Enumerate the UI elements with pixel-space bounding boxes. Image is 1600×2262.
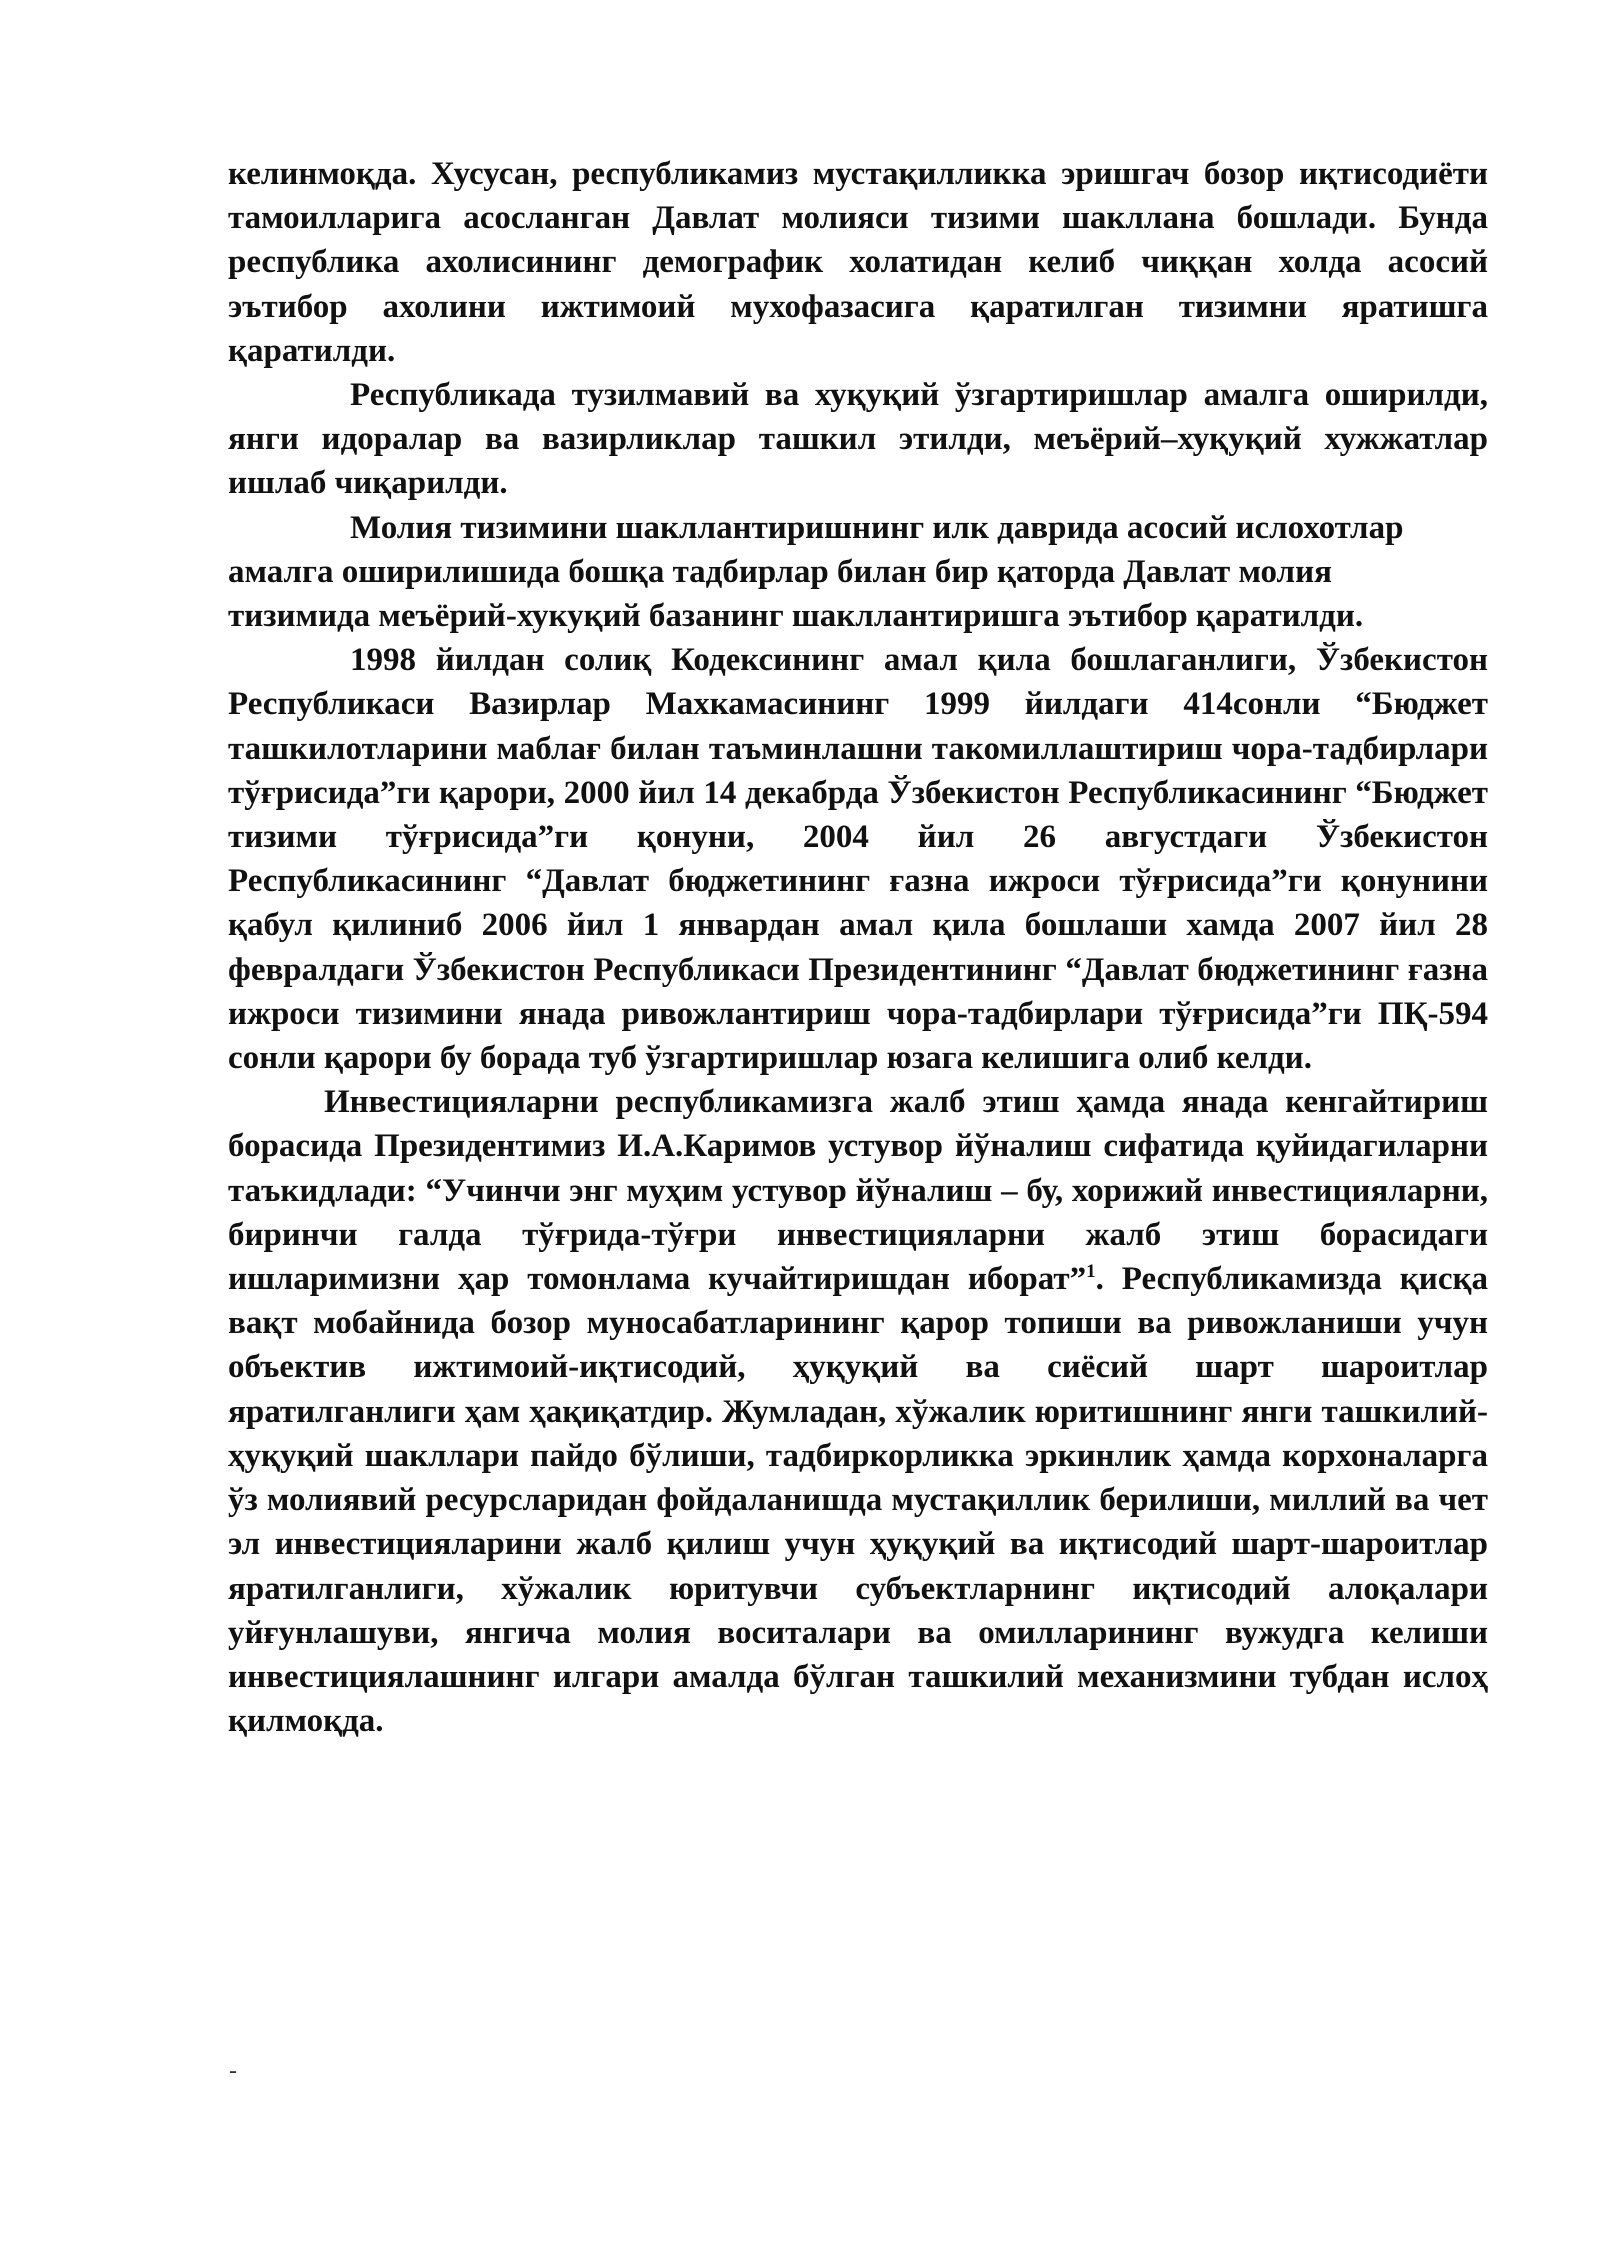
paragraph-5-part-1: Инвестицияларни республикамизга жалб этиш ҳамда янада кенгайтириш борасида Президентимиз И.А.Каримов устувор йўналиш сифатида қуйидагиларни таъкидлади: “Учинчи энг муҳим устувор йўналиш – бу, хорижий инвестицияларни, биринчи галда тўғрида-тўғри инвестицияларни жалб этиш борасидаги ишларимизни ҳар томонлама кучайтиришдан иборат”: [228, 1084, 1488, 1298]
body-text: [228, 152, 1488, 1743]
paragraph-5: [228, 1080, 1488, 1743]
paragraph-2: Республикада тузилмавий ва хуқуқий ўзгартиришлар амалга оширилди, янги идоралар ва вазирликлар ташкил этилди, меъёрий–хуқуқий хужжатлар ишлаб чиқарилди.: [228, 377, 1488, 502]
paragraph-4: 1998 йилдан солиқ Кодексининг амал қила бошлаганлиги, Ўзбекистон Республикаси Вазирлар Махкамасининг 1999 йилдаги 414сонли “Бюджет ташкилотларини маблағ билан таъминлашни такомиллаштириш чора-тадбирлари тўғрисида”ги қарори, 2000 йил 14 декабрда Ўзбекистон Республикасининг “Бюджет тизими тўғрисида”ги қонуни, 2004 йил 26 августдаги Ўзбекистон Республикасининг “Давлат бюджетининг ғазна ижроси тўғрисида”ги қонунини қабул қилиниб 2006 йил 1 январдан амал қила бошлаши хамда 2007 йил 28 февралдаги Ўзбекистон Республикаси Президентининг “Давлат бюджетининг ғазна ижроси тизимини янада ривожлантириш чора-тадбирлари тўғрисида”ги ПҚ-594 сонли қарори бу борада туб ўзгартиришлар юзага келишига олиб келди.: [228, 642, 1488, 1077]
paragraph-5-part-2: . Республикамизда қисқа вақт мобайнида бозор муносабатларининг қарор топиши ва ривожланиши учун объектив ижтимоий-иқтисодий, ҳуқуқий ва сиёсий шарт шароитлар яратилганлиги ҳам ҳақиқатдир. Жумладан, хўжалик юритишнинг янги ташкилий-ҳуқуқий шакллари пайдо бўлиши, тадбиркорликка эркинлик ҳамда корхоналарга ўз молиявий ресурсларидан фойдаланишда мустақиллик берилиши, миллий ва чет эл инвестицияларини жалб қилиш учун ҳуқуқий ва иқтисодий шарт-шароитлар яратилганлиги, хўжалик юритувчи субъектларнинг иқтисодий алоқалари уйғунлашуви, янгича молия воситалари ва омилларининг вужудга келиши инвестициялашнинг илгари амалда бўлган ташкилий механизмини тубдан ислоҳ қилмоқда.: [228, 1261, 1488, 1740]
paragraph-3: Молия тизимини шакллантиришнинг илк даврида асосий ислохотлар амалга оширилишида бошқа тадбирлар билан бир қаторда Давлат молия тизимида меъёрий-хукуқий базанинг шакллантиришга эътибор қаратилди.: [228, 509, 1404, 635]
footnote-separator: -: [229, 2058, 237, 2084]
footnote-reference: 1: [1086, 1261, 1096, 1283]
paragraph-1: келинмоқда. Хусусан, республикамиз мустақилликка эришгач бозор иқтисодиёти тамоилларига асосланган Давлат молияси тизими шакллана бошлади. Бунда республика ахолисининг демографик холатидан келиб чиққан холда асосий эътибор ахолини ижтимоий мухофазасига қаратилган тизимни яратишга қаратилди.: [228, 156, 1488, 369]
